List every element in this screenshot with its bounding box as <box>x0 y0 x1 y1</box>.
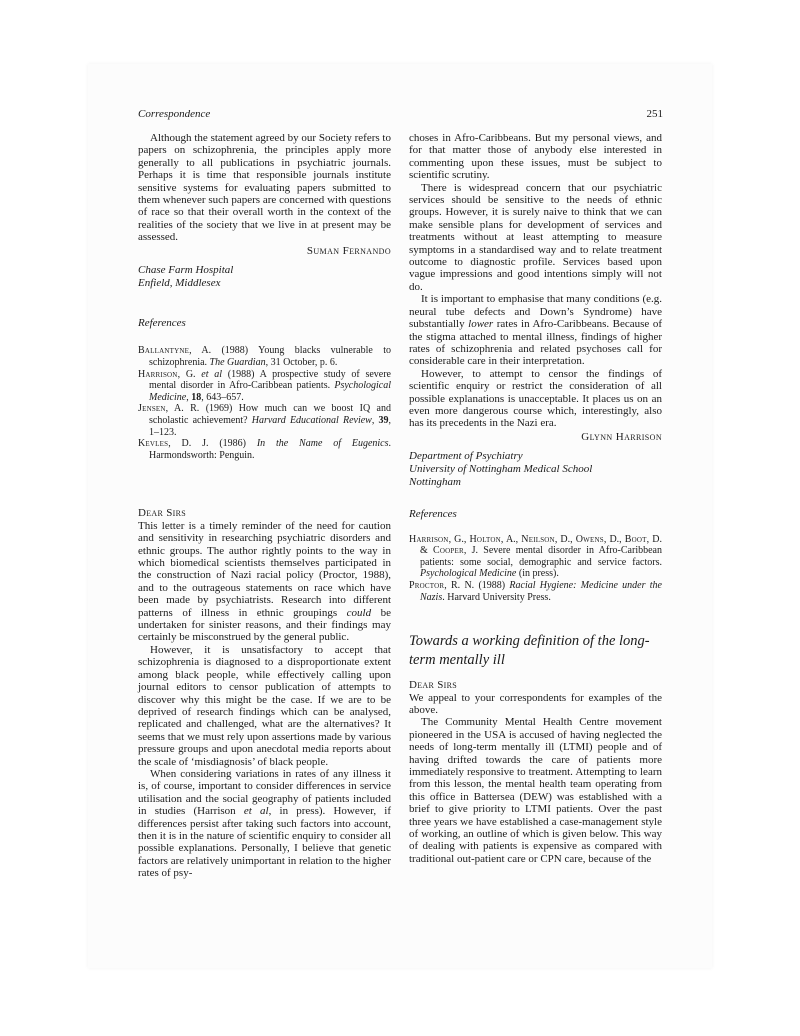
letter1-signature: Suman Fernando <box>306 244 391 257</box>
letter2-paragraph: However, it is unsatisfactory to accept that schizophrenia is diagnosed to a disproportionate extent among black people, while effectively calling upon journal editors to censor publication of attempts to discover why this might be the case. If we are to be deprived of research findings which can be analysed, replicated and challenged, what are the alternatives? It seems that we must rely upon assertions made by various pressure groups and upon anecdotal media reports about the scale of ‘misdiagnosis’ of black people. <box>138 643 391 768</box>
letter3-salutation: Dear Sirs <box>409 679 457 692</box>
letter1-closing-paragraph: Although the statement agreed by our Society refers to papers on schizophrenia, the principles apply more generally to all publications in psychiatric journals. Perhaps it is time that responsible journals institute sensitive systems for evaluating papers submitted to them whenever such papers are concerned with questions of race so that their overall worth in the context of the realities of the society that we live in at present may be assessed. <box>138 132 391 244</box>
letter1-address-line: Chase Farm Hospital <box>138 264 234 277</box>
letter1-references-heading: References <box>138 317 186 330</box>
left-column <box>138 132 391 880</box>
letter2-address-line: University of Nottingham Medical School <box>409 463 593 476</box>
reference-entry: Jensen, A. R. (1969) How much can we boost IQ and scholastic achievement? Harvard Educational Review, 39, 1–123. <box>138 403 392 438</box>
letter3-paragraph: We appeal to your correspondents for examples of the above. <box>409 691 662 716</box>
letter2-references-heading: References <box>409 508 457 521</box>
letter1-references-list <box>138 345 391 461</box>
reference-entry: Harrison, G., Holton, A., Neilson, D., Owens, D., Boot, D. & Cooper, J. Severe mental disorder in Afro-Caribbean patients: some social, demographic and service factors. Psychological Medicine (in press). <box>409 533 662 580</box>
letter2-paragraph-continuation: choses in Afro-Caribbeans. But my personal views, and for that matter those of anybody else interested in commenting upon these issues, must be subject to scientific scrutiny. <box>409 132 662 182</box>
letter2-paragraph: There is widespread concern that our psychiatric services should be sensitive to the needs of ethnic groups. However, it is surely naive to think that we can make sensible plans for development of services and treatments without at least attempting to measure symptoms in a standardised way and to relate treatment outcome to diagnostic profile. Services based upon vague impressions and good intentions simply will not do. <box>409 181 662 293</box>
letter2-paragraph: This letter is a timely reminder of the need for caution and sensitivity in researching psychiatric disorders and ethnic groups. The author rightly points to the way in which biomedical scientists themselves participated in the construction of Nazi racial policy (Proctor, 1988), and to the outrageous statements on race which have been made by psychiatrists. Research into different patterns of illness in ethnic groupings could be undertaken for sinister reasons, and their findings may certainly be misconstrued by the general public. <box>138 519 391 644</box>
page-sheet <box>88 64 712 968</box>
letter2-address <box>409 450 662 489</box>
letter2-references-list <box>409 534 662 604</box>
section-title: Correspondence <box>138 108 211 120</box>
letter2-salutation: Dear Sirs <box>138 507 186 520</box>
letter3-title: Towards a working definition of the long-term mentally ill <box>409 633 650 669</box>
running-header <box>138 108 663 121</box>
reference-entry: Proctor, R. N. (1988) Racial Hygiene: Medicine under the Nazis. Harvard University Press. <box>409 579 662 603</box>
letter2-address-line: Department of Psychiatry <box>409 450 523 463</box>
reference-entry: Ballantyne, A. (1988) Young blacks vulnerable to schizophrenia. The Guardian, 31 October, p. 6. <box>138 345 391 369</box>
letter2-paragraph: It is important to emphasise that many conditions (e.g. neural tube defects and Down’s Syndrome) have substantially lower rates in Afro-Caribbeans. Because of the stigma attached to mental illness, findings of higher rates of schizophrenia and related psychoses call for considerable care in their interpretation. <box>409 293 662 368</box>
two-column-body <box>138 132 663 880</box>
reference-entry: Kevles, D. J. (1986) In the Name of Eugenics. Harmondsworth: Penguin. <box>138 438 391 461</box>
reference-entry: Harrison, G. et al (1988) A prospective study of severe mental disorder in Afro-Caribbean patients. Psychological Medicine, 18, 643–657. <box>138 368 391 403</box>
letter1-address-line: Enfield, Middlesex <box>138 277 221 290</box>
page-number: 251 <box>646 108 663 120</box>
letter2-paragraph: However, to attempt to censor the findings of scientific enquiry or restrict the consideration of all possible explanations is unacceptable. It places us on an even more dangerous course which, interestingly, also has its precedents in the Nazi era. <box>409 367 662 430</box>
letter1-address <box>138 264 391 290</box>
letter3-paragraph: The Community Mental Health Centre movement pioneered in the USA is accused of having neglected the needs of long-term mentally ill (LTMI) people and of having drifted towards the care of patients more immediately responsive to treatment. Attempting to learn from this lesson, the mental health team operating from this office in Battersea (DEW) was established with a brief to give priority to LTMI patients. Over the past three years we have established a case-management style of working, an outline of which is given below. This way of dealing with patients is expensive as compared with traditional out-patient care or CPN care, because of the <box>409 716 662 865</box>
right-column <box>409 132 662 880</box>
letter2-address-line: Nottingham <box>409 476 461 489</box>
letter2-paragraph: When considering variations in rates of any illness it is, of course, important to consider differences in service utilisation and the social geography of patients included in studies (Harrison et al, in press). However, if differences persist after taking such factors into account, then it is in the nature of scientific enquiry to consider all possible explanations. Personally, I believe that genetic factors are relatively unimportant in relation to the higher rates of psy- <box>138 767 392 880</box>
letter2-signature: Glynn Harrison <box>581 430 662 443</box>
